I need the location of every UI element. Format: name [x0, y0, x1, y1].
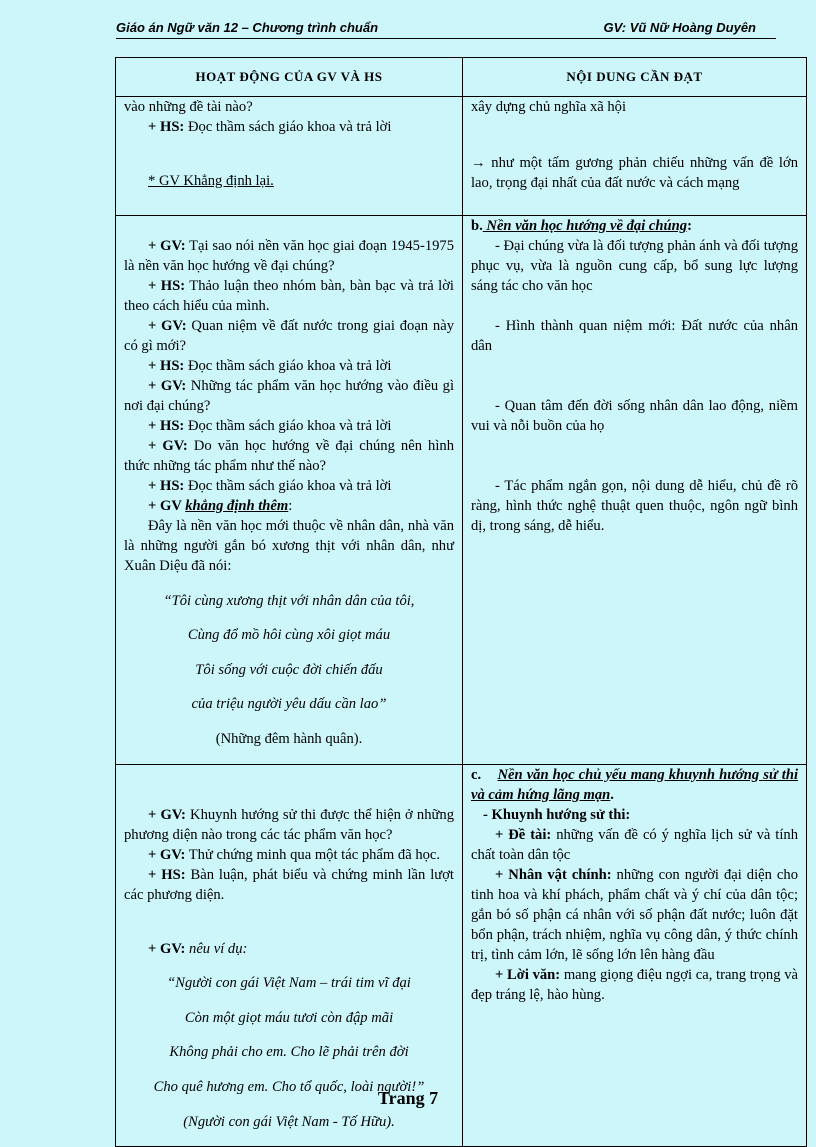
- poem-line: Cùng đổ mồ hôi cùng xôi giọt máu: [187, 627, 391, 644]
- poem-line: Tôi sống với cuộc đời chiến đấu: [195, 661, 383, 678]
- content-text: + Đề tài: những vấn đề có ý nghĩa lịch sử và tính chất toàn dân tộc: [471, 826, 799, 863]
- activity-text: + GV: nêu ví dụ:: [148, 940, 248, 957]
- activity-text: + HS: Đọc thầm sách giáo khoa và trả lời: [148, 358, 392, 374]
- table-header-row: [116, 58, 807, 97]
- content-text: + Lời văn: mang giọng điệu ngợi ca, trang trọng và đẹp tráng lệ, hào hùng.: [471, 966, 798, 1003]
- content-text: - Đại chúng vừa là đối tượng phản ánh và đối tượng phục vụ, vừa là nguồn cung cấp, bổ sung lực lượng sáng tác cho văn học: [471, 238, 799, 294]
- lesson-plan-table: [115, 57, 807, 1147]
- column-header-content: NỘI DUNG CẦN ĐẠT: [463, 58, 807, 97]
- poem-source: (Những đêm hành quân).: [215, 730, 363, 747]
- section-heading: b. Nền văn học hướng về đại chúng:: [471, 218, 692, 234]
- content-subheading: - Khuynh hướng sử thi:: [483, 806, 631, 823]
- content-cell: [463, 216, 807, 765]
- column-header-activities: HOẠT ĐỘNG CỦA GV VÀ HS: [116, 58, 463, 97]
- poem-line: Còn một giọt máu tươi còn đập mãi: [184, 1009, 394, 1026]
- header-teacher-name: GV: Vũ Nữ Hoàng Duyên: [603, 20, 756, 35]
- table-row: [116, 216, 807, 765]
- content-cell: [463, 97, 807, 216]
- poem-line: “Tôi cùng xương thịt với nhân dân của tôi,: [163, 592, 415, 609]
- header-course-title: Giáo án Ngữ văn 12 – Chương trình chuẩn: [116, 20, 379, 35]
- activities-cell: [116, 216, 463, 765]
- activity-text: vào những đề tài nào?: [124, 99, 253, 115]
- activity-text: + GV: Do văn học hướng về đại chúng nên hình thức những tác phẩm như thế nào?: [124, 438, 454, 474]
- activity-text: + GV: Thử chứng minh qua một tác phẩm đã học.: [148, 846, 441, 863]
- activity-text: * GV Khẳng định lại.: [148, 173, 274, 189]
- activity-text: + GV: Khuynh hướng sử thi được thể hiện ở những phương diện nào trong các tác phẩm văn học?: [124, 806, 455, 843]
- content-text: + Nhân vật chính: những con người đại diện cho tinh hoa và khí phách, phẩm chất và ý chí của dân tộc; gắn bó số phận cá nhân với số phận đất nước; luôn đặt bổn phận, trách nhiệm, nghĩa vụ công dân, ý thức chính trị, tình cảm lớn, lẽ sống lớn lên hàng đầu: [471, 866, 798, 963]
- activity-text: + GV: Những tác phẩm văn học hướng vào điều gì nơi đại chúng?: [124, 378, 454, 414]
- activity-text: + HS: Đọc thầm sách giáo khoa và trả lời: [148, 119, 392, 135]
- table-row: [116, 97, 807, 216]
- content-text: - Hình thành quan niệm mới: Đất nước của nhân dân: [471, 318, 798, 354]
- content-text: - Tác phẩm ngắn gọn, nội dung dễ hiểu, chủ đề rõ ràng, hình thức nghệ thuật quen thuộc, ngôn ngữ bình dị, trong sáng, dễ hiểu.: [471, 478, 798, 534]
- page-number: Trang 7: [377, 1088, 439, 1108]
- activity-text: + HS: Thảo luận theo nhóm bàn, bàn bạc và trả lời theo cách hiểu của mình.: [124, 278, 454, 314]
- page-header: [116, 18, 776, 39]
- content-text: xây dựng chủ nghĩa xã hội: [471, 99, 627, 115]
- poem-line: của triệu người yêu dấu cần lao”: [191, 696, 387, 713]
- poem-line: Không phải cho em. Cho lẽ phải trên đời: [169, 1044, 409, 1061]
- activities-cell: [116, 97, 463, 216]
- poem-source: (Người con gái Việt Nam - Tố Hữu).: [183, 1113, 395, 1130]
- content-text: → như một tấm gương phản chiếu những vấn đề lớn lao, trọng đại nhất của đất nước và cách mạng: [471, 155, 798, 191]
- activity-text: Đây là nền văn học mới thuộc về nhân dân, nhà văn là những người gắn bó xương thịt với nhân dân, như Xuân Diệu đã nói:: [124, 518, 454, 574]
- section-heading: c. Nền văn học chủ yếu mang khuynh hướng sử thi và cảm hứng lãng mạn.: [471, 766, 798, 803]
- activity-text: + GV: Quan niệm về đất nước trong giai đoạn này có gì mới?: [124, 318, 454, 354]
- activity-text: + GV: Tại sao nói nền văn học giai đoạn 1945-1975 là nền văn học hướng về đại chúng?: [124, 238, 455, 274]
- poem-line: Cho quê hương em. Cho tổ quốc, loài người!”: [153, 1078, 425, 1095]
- activity-text: + GV khẳng định thêm:: [148, 498, 293, 514]
- content-text: - Quan tâm đến đời sống nhân dân lao động, niềm vui và nỗi buồn của họ: [471, 398, 798, 434]
- poem-line: “Người con gái Việt Nam – trái tim vĩ đại: [167, 975, 411, 992]
- activity-text: + HS: Đọc thầm sách giáo khoa và trả lời: [148, 418, 392, 434]
- activity-text: + HS: Bàn luận, phát biểu và chứng minh lần lượt các phương diện.: [124, 866, 454, 903]
- activity-text: + HS: Đọc thầm sách giáo khoa và trả lời: [148, 478, 392, 494]
